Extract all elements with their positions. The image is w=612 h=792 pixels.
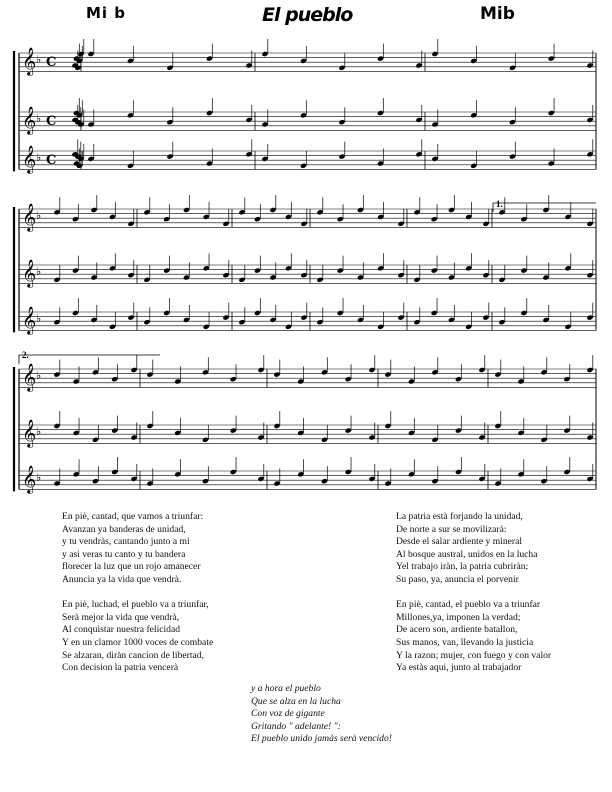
lyric-line: Se alzaran, diràn cancion de libertad, <box>62 649 204 661</box>
key-label-left: Mi b <box>86 4 127 22</box>
chorus-line: Con voz de gigante <box>251 708 325 720</box>
lyric-line: De acero son, ardiente batallon, <box>396 624 518 636</box>
treble-clef-icon: 𝄞 <box>22 363 37 391</box>
treble-clef-icon: 𝄞 <box>22 145 37 173</box>
staff <box>19 411 596 448</box>
flat-icon: ♭ <box>36 265 42 278</box>
lyric-line: Sus manos, van, llevando la justicia <box>396 636 534 648</box>
flat-icon: ♭ <box>36 209 42 222</box>
lyric-line: Ya estàs aqui, junto al trabajador <box>396 662 522 674</box>
flat-icon: ♭ <box>36 53 42 66</box>
common-time-icon: C <box>46 114 57 129</box>
flat-icon: ♭ <box>36 112 42 125</box>
lyric-line: Su paso, ya, anuncia el porvenir <box>396 573 519 585</box>
staff <box>19 98 596 135</box>
treble-clef-icon: 𝄞 <box>22 259 37 287</box>
volta-bracket-second <box>19 355 160 364</box>
score-system <box>14 39 596 174</box>
flat-icon: ♭ <box>36 425 42 438</box>
volta-first-ending: 1. <box>496 199 503 209</box>
lyric-line: Desde el salar ardiente y mineral <box>396 536 522 548</box>
score-system <box>14 355 596 494</box>
staff <box>19 139 596 174</box>
staff <box>19 355 596 392</box>
lyrics-left-column <box>62 511 213 675</box>
flat-icon: ♭ <box>36 369 42 382</box>
treble-clef-icon: 𝄞 <box>22 47 37 75</box>
treble-clef-icon: 𝄞 <box>22 419 37 447</box>
common-time-icon: C <box>46 153 57 168</box>
lyric-line: Y la razon; mujer, con fuego y con valor <box>396 649 552 661</box>
lyric-line: Al conquistar nuestra felicidad <box>62 624 181 636</box>
chorus-line: Gritando " adelante! ": <box>251 720 341 732</box>
lyrics-right-column <box>396 511 551 675</box>
lyric-line: Anuncia ya la vida que vendrà. <box>62 573 182 585</box>
staff <box>19 298 596 335</box>
lyric-line: Al bosque austral, unidos en la lucha <box>396 548 538 560</box>
score-systems <box>14 39 596 494</box>
lyric-line: y tu vendràs, cantando junto a mi <box>62 536 190 548</box>
score-system <box>14 195 596 335</box>
common-time-icon: C <box>46 55 57 70</box>
lyric-line: Y en un clamor 1000 voces de combate <box>62 636 214 648</box>
lyric-line: En piè, cantad, que vamos a triunfar: <box>62 511 204 522</box>
lyric-line: Yel trabajo iràn, la patria cubriràn; <box>396 561 529 573</box>
chorus-line: y a hora el pueblo <box>251 683 321 694</box>
treble-clef-icon: 𝄞 <box>22 465 37 493</box>
chorus-line: El pueblo unido jamàs serà vencido! <box>251 733 392 745</box>
lyric-line: Serà mejor la vida que vendrà, <box>62 611 180 623</box>
key-label-right: Mib <box>480 4 515 24</box>
lyric-line: De norte a sur se movilizarà: <box>396 523 507 535</box>
lyric-line: florecer la luz que un rojo amanecer <box>62 561 201 573</box>
chorus-lyrics <box>251 683 392 746</box>
lyric-line: Con decision la patria vencerà <box>62 662 179 674</box>
flat-icon: ♭ <box>36 151 42 164</box>
lyric-line: y asi veras tu canto y tu bandera <box>62 548 186 560</box>
treble-clef-icon: 𝄞 <box>22 306 37 334</box>
song-title: El pueblo <box>262 4 353 26</box>
treble-clef-icon: 𝄞 <box>22 203 37 231</box>
lyric-line: Avanzan ya banderas de unidad, <box>62 523 186 535</box>
lyric-line: En piè, luchad, el pueblo va a triunfar, <box>62 599 209 611</box>
lyric-line: En piè, cantad, el pueblo va a triunfar <box>396 599 541 611</box>
flat-icon: ♭ <box>36 312 42 325</box>
staff <box>19 195 596 232</box>
chorus-line: Que se alza en la lucha <box>251 695 341 707</box>
flat-icon: ♭ <box>36 471 42 484</box>
treble-clef-icon: 𝄞 <box>22 106 37 134</box>
lyric-line: La patria està forjando la unidad, <box>396 511 523 522</box>
lyric-line: Millones,ya, imponen la verdad; <box>396 611 521 623</box>
staff <box>19 457 596 494</box>
volta-second-ending: 2. <box>22 350 29 360</box>
staff <box>19 253 596 288</box>
staff <box>19 39 596 76</box>
